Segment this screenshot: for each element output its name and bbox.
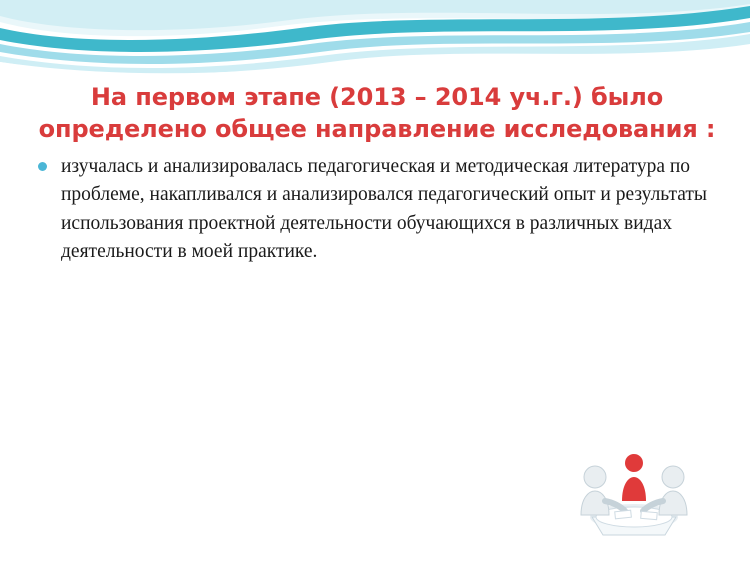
list-item-text: изучалась и анализировалась педагогическая и методическая литература по проблеме, накапливался и анализировался педагогический опыт и результаты использования проектной деятельности обучающихся в различных видах деятельности в моей практике. <box>61 156 707 263</box>
bullet-dot-icon <box>38 162 47 171</box>
list-item <box>38 153 718 267</box>
content-list <box>38 153 718 267</box>
page-title: На первом этапе (2013 – 2014 уч.г.) было определено общее направление исследования : <box>38 83 716 143</box>
meeting-people-illustration <box>561 441 707 539</box>
teal-wave-banner <box>0 0 750 78</box>
